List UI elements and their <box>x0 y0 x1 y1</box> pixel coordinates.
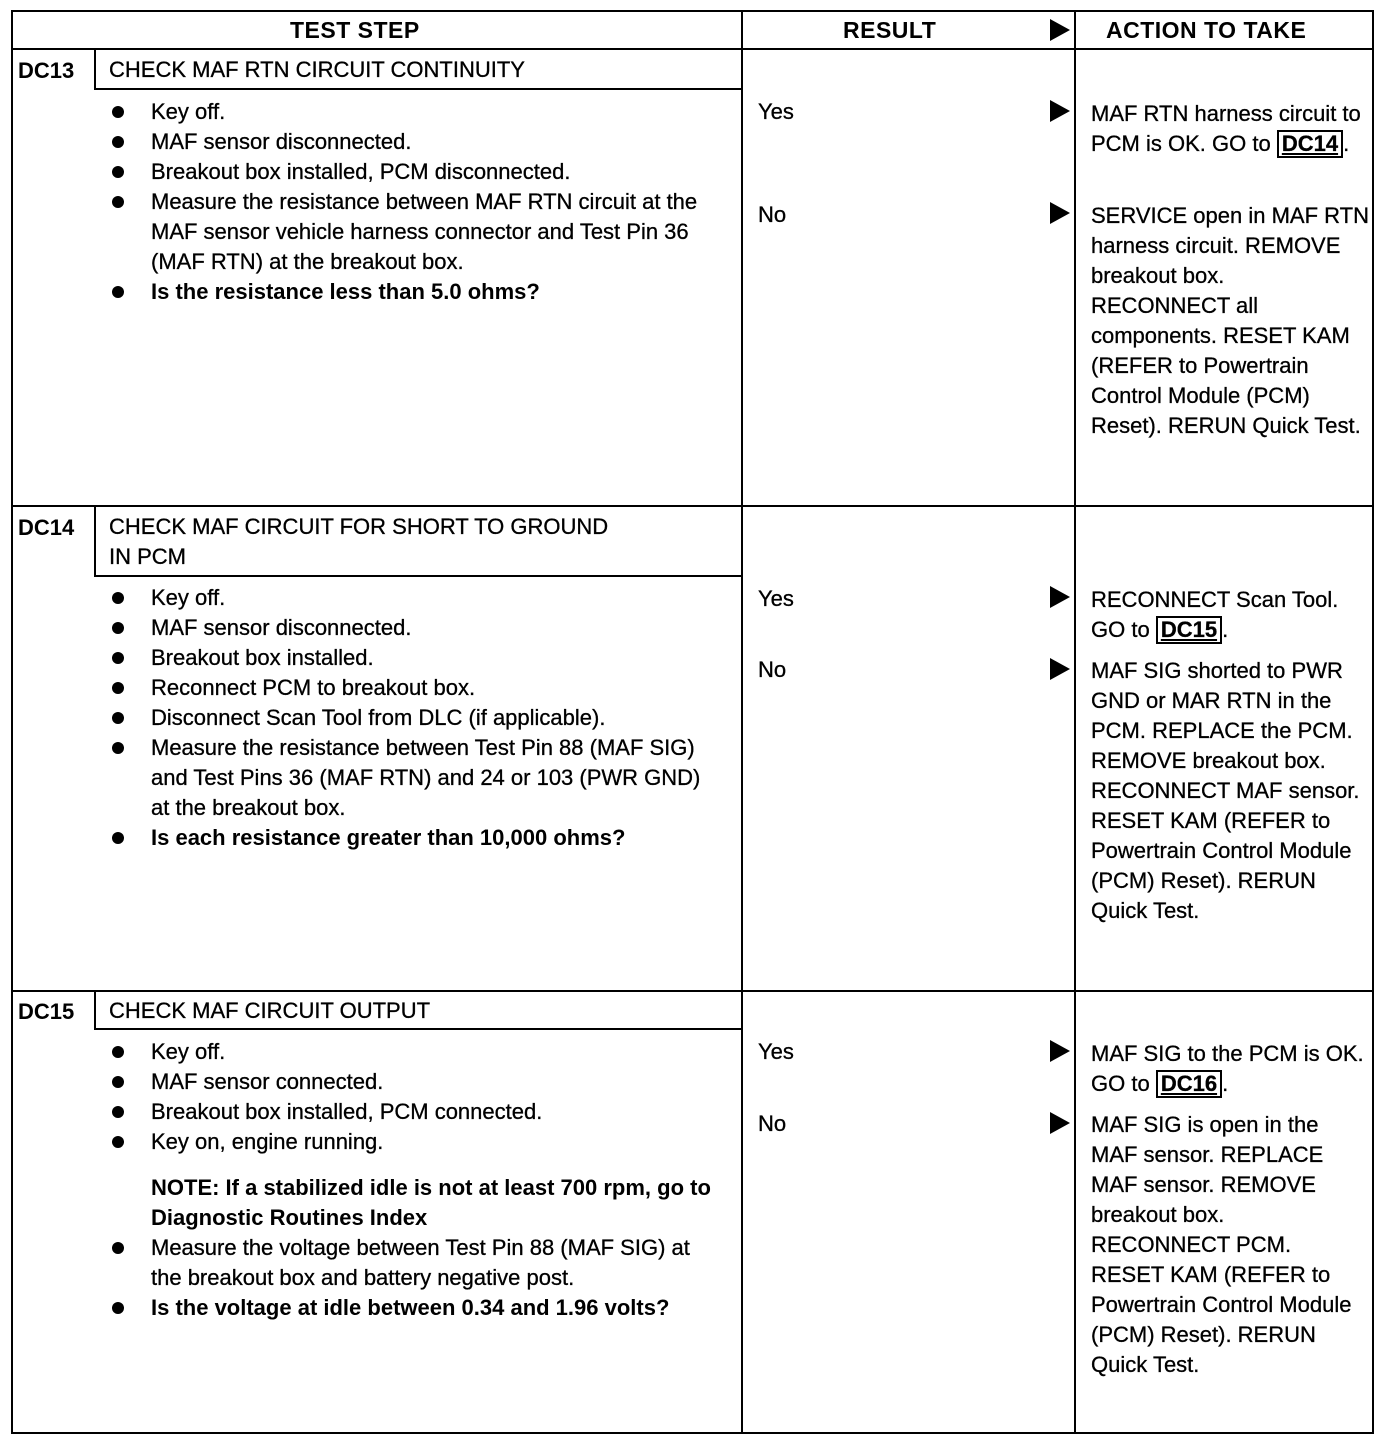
step-title-dc15 <box>109 996 430 1026</box>
title-line: CHECK MAF RTN CIRCUIT CONTINUITY <box>109 57 525 82</box>
step-item: MAF sensor disconnected. <box>104 127 724 157</box>
step-title-dc13 <box>109 55 525 85</box>
step-title-dc14 <box>109 512 608 572</box>
step-item: Measure the voltage between Test Pin 88 (MAF SIG) at the breakout box and battery negative post. <box>104 1233 724 1293</box>
step-item: Key on, engine running. <box>104 1127 724 1157</box>
arrow-icon <box>1050 202 1070 224</box>
header-action: ACTION TO TAKE <box>1106 17 1307 43</box>
header-result: RESULT <box>843 17 937 43</box>
title-line: CHECK MAF CIRCUIT FOR SHORT TO GROUND <box>109 514 609 539</box>
header-divider <box>11 48 1374 50</box>
row-divider <box>11 505 1374 507</box>
row-divider <box>11 990 1374 992</box>
action-text: MAF RTN harness circuit to PCM is OK. GO to <box>1091 101 1361 156</box>
step-item: Measure the resistance between Test Pin 88 (MAF SIG) and Test Pins 36 (MAF RTN) and 24 or 103 (PWR GND) at the breakout box. <box>104 733 724 823</box>
action-yes-dc13: MAF RTN harness circuit to PCM is OK. GO to DC14 . <box>1091 101 1361 156</box>
step-ref-dc14[interactable]: DC14 <box>1277 130 1343 158</box>
result-no-dc15: No <box>758 1111 787 1136</box>
action-no-dc13: SERVICE open in MAF RTN harness circuit. REMOVE breakout box. RECONNECT all components. RESET KAM (REFER to Powertrain Control Module (PCM) Reset). RERUN Quick Test. <box>1091 203 1369 438</box>
step-item: MAF sensor disconnected. <box>104 613 724 643</box>
arrow-icon <box>1050 658 1070 680</box>
step-question: Is the resistance less than 5.0 ohms? <box>104 277 724 307</box>
result-yes-dc13: Yes <box>758 99 794 124</box>
arrow-icon <box>1050 1040 1070 1062</box>
action-no-dc14: MAF SIG shorted to PWR GND or MAR RTN in the PCM. REPLACE the PCM. REMOVE breakout box. RECONNECT MAF sensor. RESET KAM (REFER to Powertrain Control Module (PCM) Reset). RERUN Quick Test. <box>1091 658 1360 923</box>
title-underline <box>94 88 742 90</box>
step-item: Measure the resistance between MAF RTN circuit at the MAF sensor vehicle harness connector and Test Pin 36 (MAF RTN) at the breakout box. <box>104 187 724 277</box>
step-item: Key off. <box>104 583 724 613</box>
step-list-dc14 <box>104 583 724 853</box>
result-yes-dc15: Yes <box>758 1039 794 1064</box>
result-yes-dc14: Yes <box>758 586 794 611</box>
action-no-dc15: MAF SIG is open in the MAF sensor. REPLACE MAF sensor. REMOVE breakout box. RECONNECT PCM. RESET KAM (REFER to Powertrain Control Module (PCM) Reset). RERUN Quick Test. <box>1091 1112 1352 1377</box>
step-note: NOTE: If a stabilized idle is not at least 700 rpm, go to Diagnostic Routines Index <box>151 1175 711 1230</box>
step-item: MAF sensor connected. <box>104 1067 724 1097</box>
header-test-step: TEST STEP <box>290 17 420 43</box>
step-item: Key off. <box>104 1037 724 1067</box>
header-arrow-icon <box>1050 19 1070 41</box>
id-divider <box>94 48 96 90</box>
step-id-dc14: DC14 <box>18 515 75 540</box>
step-item: Breakout box installed. <box>104 643 724 673</box>
arrow-icon <box>1050 100 1070 122</box>
action-yes-dc15: MAF SIG to the PCM is OK. GO to DC16 . <box>1091 1041 1364 1096</box>
title-underline <box>94 1028 742 1030</box>
title-underline <box>94 575 742 577</box>
action-yes-dc14: RECONNECT Scan Tool. GO to DC15 . <box>1091 587 1339 642</box>
step-item: Disconnect Scan Tool from DLC (if applicable). <box>104 703 724 733</box>
step-id-dc13: DC13 <box>18 58 75 83</box>
arrow-icon <box>1050 1112 1070 1134</box>
title-line: CHECK MAF CIRCUIT OUTPUT <box>109 998 431 1023</box>
id-divider <box>94 990 96 1030</box>
arrow-icon <box>1050 586 1070 608</box>
column-divider-action <box>1074 10 1076 1434</box>
step-ref-dc16[interactable]: DC16 <box>1156 1070 1222 1098</box>
result-no-dc14: No <box>758 657 787 682</box>
step-item: Breakout box installed, PCM disconnected. <box>104 157 724 187</box>
step-list-dc15 <box>104 1037 724 1323</box>
id-divider <box>94 505 96 577</box>
title-line: IN PCM <box>109 544 186 569</box>
step-question: Is each resistance greater than 10,000 ohms? <box>104 823 724 853</box>
step-item: Reconnect PCM to breakout box. <box>104 673 724 703</box>
step-list-dc13 <box>104 97 724 307</box>
action-text: MAF SIG to the PCM is OK. GO to <box>1091 1041 1364 1096</box>
action-text: RECONNECT Scan Tool. GO to <box>1091 587 1339 642</box>
step-item: Breakout box installed, PCM connected. <box>104 1097 724 1127</box>
step-id-dc15: DC15 <box>18 999 75 1024</box>
step-ref-dc15[interactable]: DC15 <box>1156 616 1222 644</box>
column-divider-result <box>741 10 743 1434</box>
result-no-dc13: No <box>758 202 787 227</box>
step-item: Key off. <box>104 97 724 127</box>
step-question: Is the voltage at idle between 0.34 and 1.96 volts? <box>104 1293 724 1323</box>
